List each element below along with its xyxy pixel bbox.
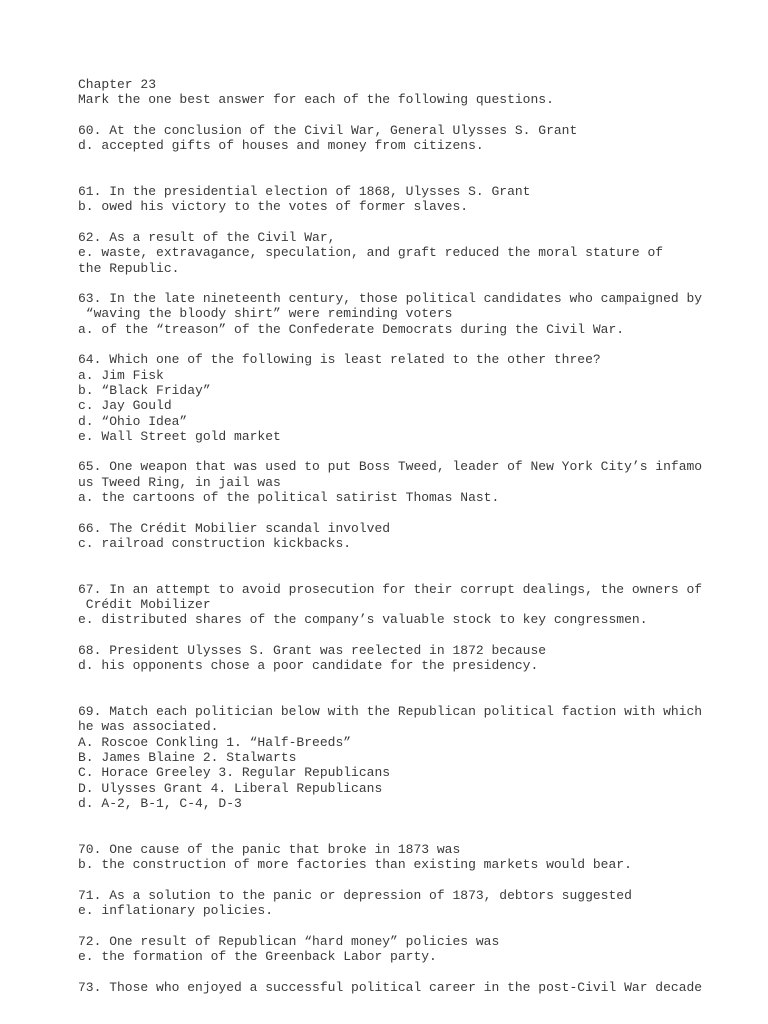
question-text-continued: Crédit Mobilizer [78,597,211,613]
question-70 [78,842,758,873]
answer-text: b. owed his victory to the votes of former slaves. [78,199,469,215]
answer-text: a. the cartoons of the political satirist Thomas Nast. [78,490,500,506]
match-item-a: A. Roscoe Conkling 1. “Half-Breeds” [78,734,352,750]
question-62 [78,230,758,276]
question-text: 69. Match each politician below with the Republican political faction with which [78,704,703,720]
question-60 [78,123,758,154]
answer-text: d. A-2, B-1, C-4, D-3 [78,795,242,811]
answer-text: e. waste, extravagance, speculation, and graft reduced the moral stature of [78,245,664,261]
answer-text: b. the construction of more factories than existing markets would bear. [78,857,632,873]
instructions-text: Mark the one best answer for each of the following questions. [78,92,554,108]
match-item-c: C. Horace Greeley 3. Regular Republicans [78,765,391,781]
question-72 [78,934,758,965]
option-e: e. Wall Street gold market [78,428,281,444]
option-d: d. “Ohio Idea” [78,413,188,429]
question-text: 64. Which one of the following is least related to the other three? [78,352,601,368]
chapter-title: Chapter 23 [78,77,157,92]
question-text: 67. In an attempt to avoid prosecution for their corrupt dealings, the owners of [78,581,703,597]
answer-text-continued: the Republic. [78,260,180,276]
question-text: 71. As a solution to the panic or depression of 1873, debtors suggested [78,887,632,903]
question-text-continued: “waving the bloody shirt” were reminding voters [78,306,453,322]
answer-text: d. accepted gifts of houses and money from citizens. [78,138,484,154]
question-69 [78,704,758,811]
question-71 [78,888,758,919]
match-item-b: B. James Blaine 2. Stalwarts [78,750,297,766]
question-65 [78,459,758,505]
question-text: 72. One result of Republican “hard money” policies was [78,933,500,949]
document-page [78,77,758,995]
question-text-continued: he was associated. [78,719,219,735]
question-text: 60. At the conclusion of the Civil War, General Ulysses S. Grant [78,122,578,138]
answer-text: e. the formation of the Greenback Labor party. [78,948,437,964]
match-item-d: D. Ulysses Grant 4. Liberal Republicans [78,780,383,796]
question-text-continued: us Tweed Ring, in jail was [78,474,281,490]
question-text: 63. In the late nineteenth century, those political candidates who campaigned by [78,291,703,307]
question-text: 73. Those who enjoyed a successful political career in the post-Civil War decade [78,979,703,995]
question-61 [78,184,758,215]
answer-text: a. of the “treason” of the Confederate Democrats during the Civil War. [78,321,625,337]
option-b: b. “Black Friday” [78,382,211,398]
question-text: 70. One cause of the panic that broke in 1873 was [78,841,461,857]
question-68 [78,643,758,674]
question-text: 61. In the presidential election of 1868, Ulysses S. Grant [78,184,531,200]
question-text: 66. The Crédit Mobilier scandal involved [78,520,391,536]
option-a: a. Jim Fisk [78,367,164,383]
question-64 [78,352,758,444]
question-66 [78,521,758,552]
answer-text: e. distributed shares of the company’s valuable stock to key congressmen. [78,612,648,628]
question-text: 65. One weapon that was used to put Boss Tweed, leader of New York City’s infamo [78,459,703,475]
document-header [78,77,758,108]
question-text: 68. President Ulysses S. Grant was reelected in 1872 because [78,642,547,658]
question-text: 62. As a result of the Civil War, [78,229,336,245]
question-73 [78,980,758,995]
option-c: c. Jay Gould [78,398,172,414]
question-67 [78,582,758,628]
answer-text: d. his opponents chose a poor candidate for the presidency. [78,658,539,674]
answer-text: c. railroad construction kickbacks. [78,535,352,551]
answer-text: e. inflationary policies. [78,903,274,919]
question-63 [78,291,758,337]
